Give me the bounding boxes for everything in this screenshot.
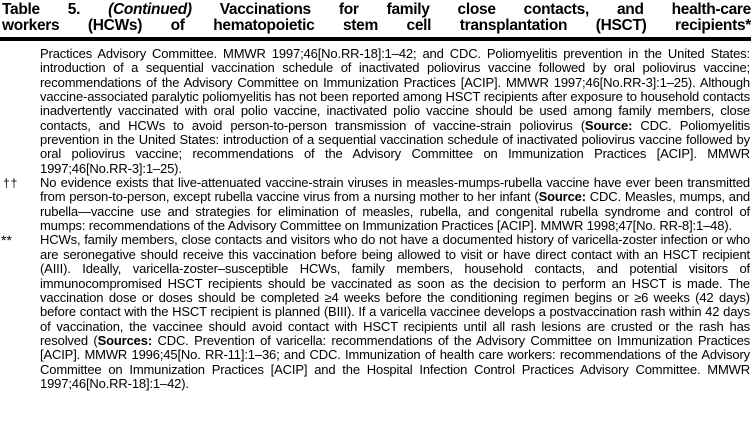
table-title-line-1 bbox=[2, 2, 751, 18]
footnote-double-dagger bbox=[0, 176, 751, 233]
footnote-citation: CDC. Measles, mumps, and rubella—vaccine use and strategies for elimination of measles, rubella, and congenital rubella syndrome and control of mumps: recommendations of the Advisory Committee on Immunization Practices [ACIP]. MMWR 1998;47[No. RR-8]:1–48). bbox=[40, 189, 750, 234]
footnote-citation: CDC. Poliomyelitis prevention in the United States: introduction of a sequential vaccination schedule of inactivated poliovirus vaccine followed by oral poliovirus vaccine; recommendations of the Advisory Committee on Immunization Practices [ACIP]. MMWR 1997;46[No.RR-3]:1–25). bbox=[40, 117, 750, 176]
table-title-continued: (Continued) bbox=[108, 1, 192, 18]
footnote-citation: CDC. Prevention of varicella: recommendations of the Advisory Committee on Immunization Practices [ACIP]. MMWR 1996;45[No. RR-11]:1–36; and CDC. Immunization of health care workers: recommendations of the Advisory Committee on Immunization Practices [ACIP] and the Hospital Infection Control Practices Advisory Committee. MMWR 1997;46[No.RR-18]:1–42). bbox=[40, 332, 750, 391]
footnote-text bbox=[40, 47, 751, 176]
footnote-continuation bbox=[0, 47, 751, 176]
footnote-marker: ** bbox=[1, 232, 12, 249]
source-label: Source: bbox=[584, 117, 633, 133]
footnote-text bbox=[40, 233, 751, 391]
footnote-body: HCWs, family members, close contacts and visitors who do not have a documented history of varicella-zoster infection or who are seronegative should receive this vaccination before being allowed to visit or have direct contact with an HSCT recipient (AIII). Ideally, varicella-zoster–susceptible HCWs, family members, household contacts, and potential visitors of immunocompromised HSCT recipients should be vaccinated as soon as the decision to perform an HSCT is made. The vaccination dose or doses should be completed ≥4 weeks before the conditioning regimen begins or ≥6 weeks (42 days) before contact with the HSCT recipient is planned (BIII). If a varicella vaccinee develops a postvaccination rash within 42 days of vaccination, the vaccinee should avoid contact with HSCT recipients until all rash lesions are crusted or the rash has resolved ( bbox=[40, 232, 750, 348]
table-title bbox=[2, 2, 751, 34]
footnote-body: Practices Advisory Committee. MMWR 1997;46[No.RR-18]:1–42; and CDC. Poliomyelitis prevention in the United States: introduction of a sequential vaccination schedule of inactivated poliovirus vaccine followed by oral poliovirus vaccine; recommendations of the Advisory Committee on Immunization Practices [ACIP]. MMWR 1997;46[No.RR-3]:1–25). Although vaccine-associated paralytic poliomyelitis has not been reported among HSCT recipients after exposure to household contacts inadvertently vaccinated with oral polio vaccine, inactivated polio vaccine should be used among family members, close contacts, and HCWs to avoid person-to-person transmission of vaccine-strain poliovirus ( bbox=[40, 46, 750, 133]
footnote-double-asterisk bbox=[0, 233, 751, 391]
table-title-prefix: Table 5. bbox=[2, 1, 109, 18]
table-title-line-2: workers (HCWs) of hematopoietic stem cell transplantation (HSCT) recipients* bbox=[2, 17, 751, 34]
footnote-text bbox=[40, 176, 751, 233]
table-title-rest: Vaccinations for family close contacts, and health-care bbox=[219, 1, 751, 18]
title-divider-rule bbox=[0, 37, 751, 41]
footnote-body: No evidence exists that live-attenuated vaccine-strain viruses in measles-mumps-rubella vaccine have ever been transmitted from person-to-person, except rubella vaccine virus from a nursing mother to her infant ( bbox=[40, 175, 750, 205]
footnotes-section bbox=[0, 47, 751, 391]
footnote-marker: †† bbox=[3, 176, 19, 191]
source-label: Sources: bbox=[97, 332, 153, 348]
source-label: Source: bbox=[538, 189, 586, 205]
